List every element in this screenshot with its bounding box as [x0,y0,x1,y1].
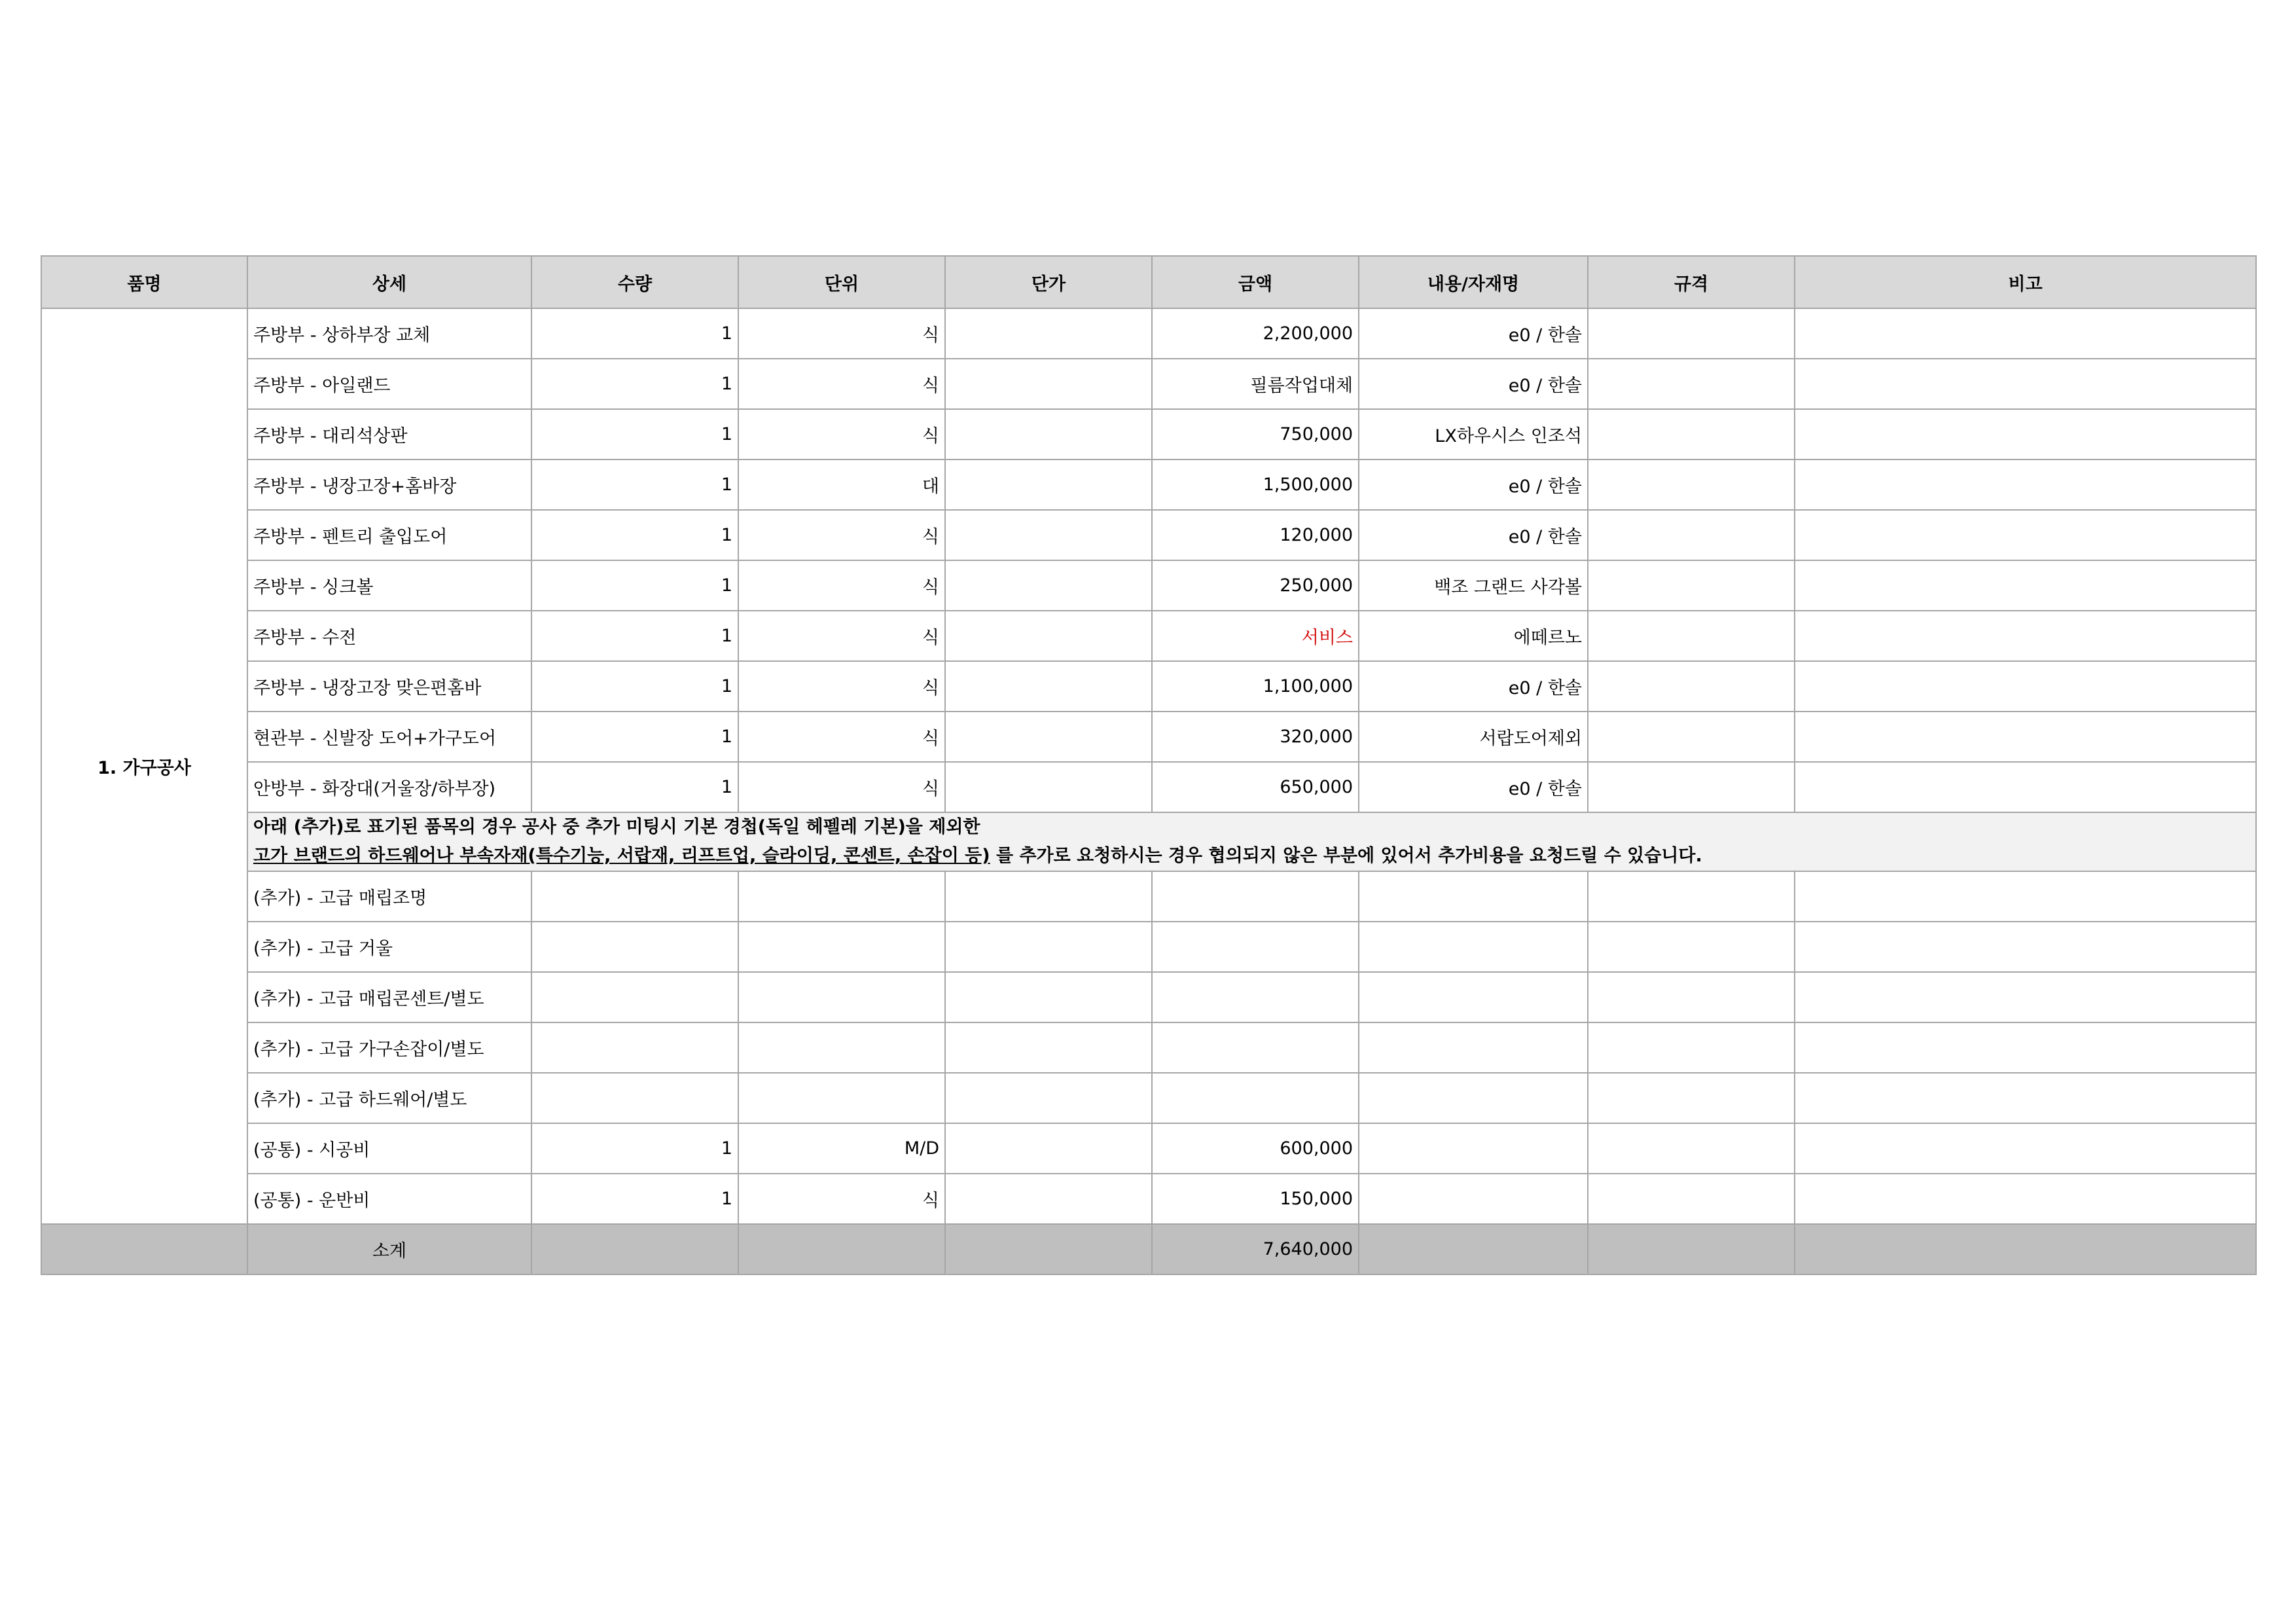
detail-cell: (공통) - 시공비 [247,1123,531,1174]
qty-cell: 1 [531,1123,738,1174]
table-body [41,308,2256,1274]
qty-cell: 1 [531,1174,738,1224]
unit-cell: 식 [738,359,945,409]
header-material: 내용/자재명 [1359,256,1588,308]
note-cell [1795,972,2256,1022]
unit-cell: 식 [738,611,945,661]
amount-cell: 150,000 [1152,1174,1359,1224]
notice-underlined-text: 고가 브랜드의 하드웨어나 부속자재(특수기능, 서랍재, 리프트업, 슬라이딩, 콘센트, 손잡이 등) [253,846,990,866]
table-row [41,510,2256,560]
detail-cell: 주방부 - 냉장고장+홈바장 [247,460,531,510]
note-cell [1795,871,2256,922]
qty-cell: 1 [531,611,738,661]
note-cell [1795,712,2256,762]
subtotal-row [41,1224,2256,1274]
amount-cell [1152,922,1359,972]
table-row [41,460,2256,510]
material-cell [1359,1123,1588,1174]
amount-cell: 2,200,000 [1152,308,1359,359]
spec-cell [1588,661,1795,712]
material-cell [1359,972,1588,1022]
unit-price-cell [945,409,1152,460]
unit-cell: 식 [738,510,945,560]
material-cell: e0 / 한솔 [1359,460,1588,510]
material-cell: e0 / 한솔 [1359,661,1588,712]
subtotal-empty-cell [1588,1224,1795,1274]
notice-rest-text: 를 추가로 요청하시는 경우 협의되지 않은 부분에 있어서 추가비용을 요청드릴 수 있습니다. [990,846,1702,866]
amount-cell: 120,000 [1152,510,1359,560]
amount-cell: 600,000 [1152,1123,1359,1174]
unit-price-cell [945,611,1152,661]
spec-cell [1588,409,1795,460]
material-cell: 에떼르노 [1359,611,1588,661]
category-cell: 1. 가구공사 [41,308,247,1224]
amount-cell [1152,1022,1359,1073]
note-cell [1795,560,2256,611]
unit-cell: 식 [738,712,945,762]
note-cell [1795,611,2256,661]
unit-price-cell [945,460,1152,510]
amount-cell: 250,000 [1152,560,1359,611]
detail-cell: (추가) - 고급 하드웨어/별도 [247,1073,531,1123]
header-note: 비고 [1795,256,2256,308]
subtotal-empty-cell [1795,1224,2256,1274]
header-unit-price: 단가 [945,256,1152,308]
header-spec: 규격 [1588,256,1795,308]
subtotal-empty-cell [1359,1224,1588,1274]
spec-cell [1588,1174,1795,1224]
header-unit: 단위 [738,256,945,308]
table-row [41,972,2256,1022]
subtotal-label: 소계 [247,1224,531,1274]
detail-cell: 현관부 - 신발장 도어+가구도어 [247,712,531,762]
qty-cell: 1 [531,460,738,510]
spec-cell [1588,762,1795,812]
table-row [41,871,2256,922]
material-cell [1359,1174,1588,1224]
unit-price-cell [945,871,1152,922]
amount-cell [1152,1073,1359,1123]
subtotal-amount: 7,640,000 [1152,1224,1359,1274]
note-cell [1795,359,2256,409]
unit-price-cell [945,1073,1152,1123]
detail-cell: (공통) - 운반비 [247,1174,531,1224]
estimate-table [41,255,2257,1275]
table-row [41,409,2256,460]
spec-cell [1588,560,1795,611]
amount-cell: 1,500,000 [1152,460,1359,510]
notice-line-2 [253,842,2250,871]
qty-cell: 1 [531,560,738,611]
detail-cell: 주방부 - 싱크볼 [247,560,531,611]
material-cell [1359,1022,1588,1073]
unit-price-cell [945,922,1152,972]
header-row [41,256,2256,308]
spec-cell [1588,1022,1795,1073]
note-cell [1795,1123,2256,1174]
qty-cell: 1 [531,510,738,560]
unit-cell: M/D [738,1123,945,1174]
unit-price-cell [945,308,1152,359]
detail-cell: 안방부 - 화장대(거울장/하부장) [247,762,531,812]
header-quantity: 수량 [531,256,738,308]
unit-price-cell [945,560,1152,611]
note-cell [1795,510,2256,560]
header-detail: 상세 [247,256,531,308]
table-row [41,1123,2256,1174]
qty-cell [531,871,738,922]
detail-cell: (추가) - 고급 거울 [247,922,531,972]
unit-cell: 식 [738,1174,945,1224]
amount-cell-service: 서비스 [1152,611,1359,661]
amount-cell: 650,000 [1152,762,1359,812]
amount-cell: 1,100,000 [1152,661,1359,712]
unit-price-cell [945,1022,1152,1073]
unit-cell: 식 [738,308,945,359]
spec-cell [1588,1123,1795,1174]
header-amount: 금액 [1152,256,1359,308]
unit-price-cell [945,972,1152,1022]
note-cell [1795,1174,2256,1224]
unit-cell [738,1022,945,1073]
material-cell [1359,922,1588,972]
qty-cell [531,1022,738,1073]
qty-cell [531,1073,738,1123]
spec-cell [1588,922,1795,972]
qty-cell: 1 [531,661,738,712]
subtotal-empty-cell [531,1224,738,1274]
unit-cell: 대 [738,460,945,510]
table-row [41,922,2256,972]
qty-cell [531,972,738,1022]
detail-cell: 주방부 - 대리석상판 [247,409,531,460]
subtotal-empty-cell [945,1224,1152,1274]
note-cell [1795,1022,2256,1073]
amount-cell [1152,871,1359,922]
material-cell [1359,1073,1588,1123]
table-row [41,712,2256,762]
qty-cell [531,922,738,972]
notice-line-1: 아래 (추가)로 표기된 품목의 경우 공사 중 추가 미팅시 기본 경첩(독일 헤펠레 기본)을 제외한 [253,817,980,837]
spec-cell [1588,611,1795,661]
spec-cell [1588,460,1795,510]
note-cell [1795,922,2256,972]
table-row [41,1073,2256,1123]
unit-price-cell [945,510,1152,560]
material-cell: e0 / 한솔 [1359,308,1588,359]
unit-cell [738,1073,945,1123]
spec-cell [1588,308,1795,359]
note-cell [1795,460,2256,510]
unit-price-cell [945,712,1152,762]
unit-price-cell [945,762,1152,812]
unit-price-cell [945,1174,1152,1224]
spec-cell [1588,712,1795,762]
spec-cell [1588,510,1795,560]
spec-cell [1588,359,1795,409]
unit-price-cell [945,661,1152,712]
note-cell [1795,1073,2256,1123]
table-row [41,661,2256,712]
material-cell: 백조 그랜드 사각볼 [1359,560,1588,611]
detail-cell: (추가) - 고급 매립콘센트/별도 [247,972,531,1022]
subtotal-empty-cell [41,1224,247,1274]
unit-cell: 식 [738,762,945,812]
material-cell: e0 / 한솔 [1359,762,1588,812]
amount-cell [1152,972,1359,1022]
unit-cell [738,972,945,1022]
note-cell [1795,409,2256,460]
amount-cell: 320,000 [1152,712,1359,762]
spec-cell [1588,972,1795,1022]
amount-cell: 필름작업대체 [1152,359,1359,409]
qty-cell: 1 [531,762,738,812]
unit-price-cell [945,359,1152,409]
unit-cell [738,871,945,922]
spec-cell [1588,1073,1795,1123]
unit-price-cell [945,1123,1152,1174]
qty-cell: 1 [531,308,738,359]
table-row [41,1174,2256,1224]
note-cell [1795,308,2256,359]
detail-cell: 주방부 - 아일랜드 [247,359,531,409]
note-cell [1795,762,2256,812]
material-cell: LX하우시스 인조석 [1359,409,1588,460]
qty-cell: 1 [531,712,738,762]
table-row [41,560,2256,611]
unit-cell: 식 [738,409,945,460]
table-row [41,308,2256,359]
detail-cell: 주방부 - 냉장고장 맞은편홈바 [247,661,531,712]
material-cell: e0 / 한솔 [1359,359,1588,409]
detail-cell: 주방부 - 상하부장 교체 [247,308,531,359]
detail-cell: (추가) - 고급 가구손잡이/별도 [247,1022,531,1073]
material-cell [1359,871,1588,922]
note-cell [1795,661,2256,712]
table-row [41,611,2256,661]
header-item-name: 품명 [41,256,247,308]
qty-cell: 1 [531,409,738,460]
notice-cell [247,812,2256,871]
unit-cell [738,922,945,972]
table-row [41,762,2256,812]
detail-cell: 주방부 - 펜트리 출입도어 [247,510,531,560]
amount-cell: 750,000 [1152,409,1359,460]
material-cell: 서랍도어제외 [1359,712,1588,762]
table-row [41,1022,2256,1073]
notice-row [41,812,2256,871]
material-cell: e0 / 한솔 [1359,510,1588,560]
unit-cell: 식 [738,560,945,611]
detail-cell: (추가) - 고급 매립조명 [247,871,531,922]
unit-cell: 식 [738,661,945,712]
detail-cell: 주방부 - 수전 [247,611,531,661]
subtotal-empty-cell [738,1224,945,1274]
spec-cell [1588,871,1795,922]
qty-cell: 1 [531,359,738,409]
table-row [41,359,2256,409]
